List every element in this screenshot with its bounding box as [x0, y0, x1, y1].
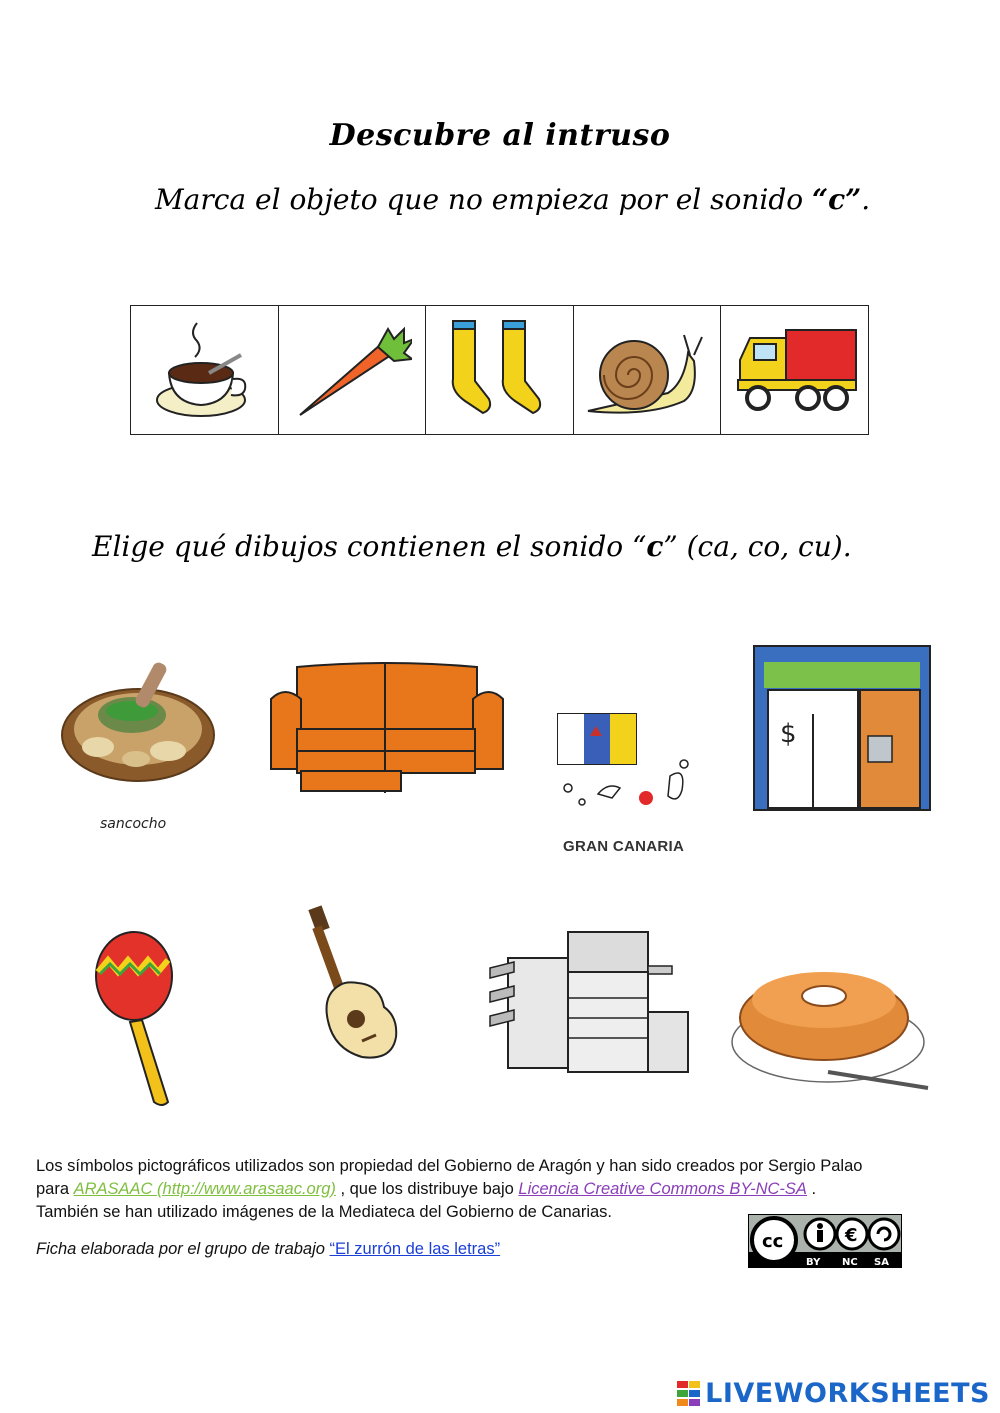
instruction-2-text: Elige qué dibujos contienen el sonido “ [92, 530, 647, 563]
sofa-icon [267, 655, 507, 795]
page-title: Descubre al intruso [329, 118, 671, 153]
svg-text:€: € [845, 1225, 858, 1246]
timple-guitar-icon [300, 905, 400, 1065]
footer-distrib: , que los distribuye bajo [335, 1180, 519, 1198]
picture-sofa[interactable] [267, 655, 507, 795]
credit-line [36, 1240, 500, 1259]
picture-timple[interactable] [300, 905, 400, 1065]
carrot-icon [292, 315, 412, 425]
sancocho-icon [58, 655, 218, 785]
liveworksheets-brand: LIVEWORKSHEETS [705, 1378, 990, 1409]
instruction-2-sound: c [646, 530, 664, 563]
sponge-cake-icon [728, 948, 934, 1098]
grid-cell-carrot[interactable] [279, 306, 427, 434]
cc-by-label: BY [806, 1257, 821, 1268]
svg-text:cc: cc [762, 1231, 784, 1252]
credit-text: Ficha elaborada por el grupo de trabajo [36, 1240, 330, 1258]
snail-icon [582, 315, 712, 425]
footer-line-1: Los símbolos pictográficos utilizados son propiedad del Gobierno de Aragón y han sido creados por Sergio Palao [36, 1157, 863, 1175]
photocopier-icon [488, 928, 692, 1076]
socks-icon [439, 315, 559, 425]
instruction-2 [92, 530, 852, 563]
cc-nc-label: NC [842, 1257, 858, 1268]
liveworksheets-logo[interactable] [677, 1378, 990, 1409]
cc-sa-label: SA [874, 1257, 889, 1268]
license-link[interactable]: Licencia Creative Commons BY-NC-SA [518, 1180, 807, 1198]
picture-maraca[interactable] [90, 930, 190, 1108]
instruction-2-suffix: ” (ca, co, cu). [663, 530, 852, 563]
instruction-1 [155, 183, 870, 216]
picture-gran-canaria[interactable] [552, 706, 702, 816]
grid-cell-truck[interactable] [721, 306, 868, 434]
arasaac-link[interactable]: ARASAAC (http://www.arasaac.org) [73, 1180, 336, 1198]
grid-cell-socks[interactable] [426, 306, 574, 434]
footer-dot: . [806, 1180, 817, 1198]
picture-roscon[interactable] [728, 948, 934, 1098]
instruction-1-text: Marca el objeto que no empieza por el sonido [155, 183, 813, 216]
cc-by-nc-sa-icon [748, 1214, 902, 1268]
cc-license-badge[interactable] [748, 1214, 902, 1268]
liveworksheets-cube-icon [677, 1381, 701, 1407]
canary-map-icon [552, 706, 702, 816]
bank-atm-icon [752, 644, 932, 812]
picture-sancocho[interactable] [58, 655, 218, 785]
instruction-1-suffix: . [861, 183, 871, 216]
sancocho-caption: sancocho [100, 816, 167, 832]
grid-cell-snail[interactable] [574, 306, 722, 434]
footer-line-3: También se han utilizado imágenes de la Mediateca del Gobierno de Canarias. [36, 1203, 613, 1221]
footer-line-2 [36, 1178, 976, 1201]
truck-icon [730, 320, 860, 420]
intruder-grid [130, 305, 869, 435]
footer-para: para [36, 1180, 74, 1198]
grid-cell-coffee[interactable] [131, 306, 279, 434]
coffee-cup-icon [149, 315, 259, 425]
gran-canaria-label: GRAN CANARIA [563, 838, 685, 855]
picture-bank[interactable] [752, 644, 932, 812]
svg-text:$: $ [780, 719, 797, 749]
maraca-icon [90, 930, 190, 1108]
instruction-1-sound: “c” [812, 183, 862, 216]
zurron-link[interactable]: “El zurrón de las letras” [329, 1240, 501, 1258]
picture-copier[interactable] [488, 928, 692, 1076]
